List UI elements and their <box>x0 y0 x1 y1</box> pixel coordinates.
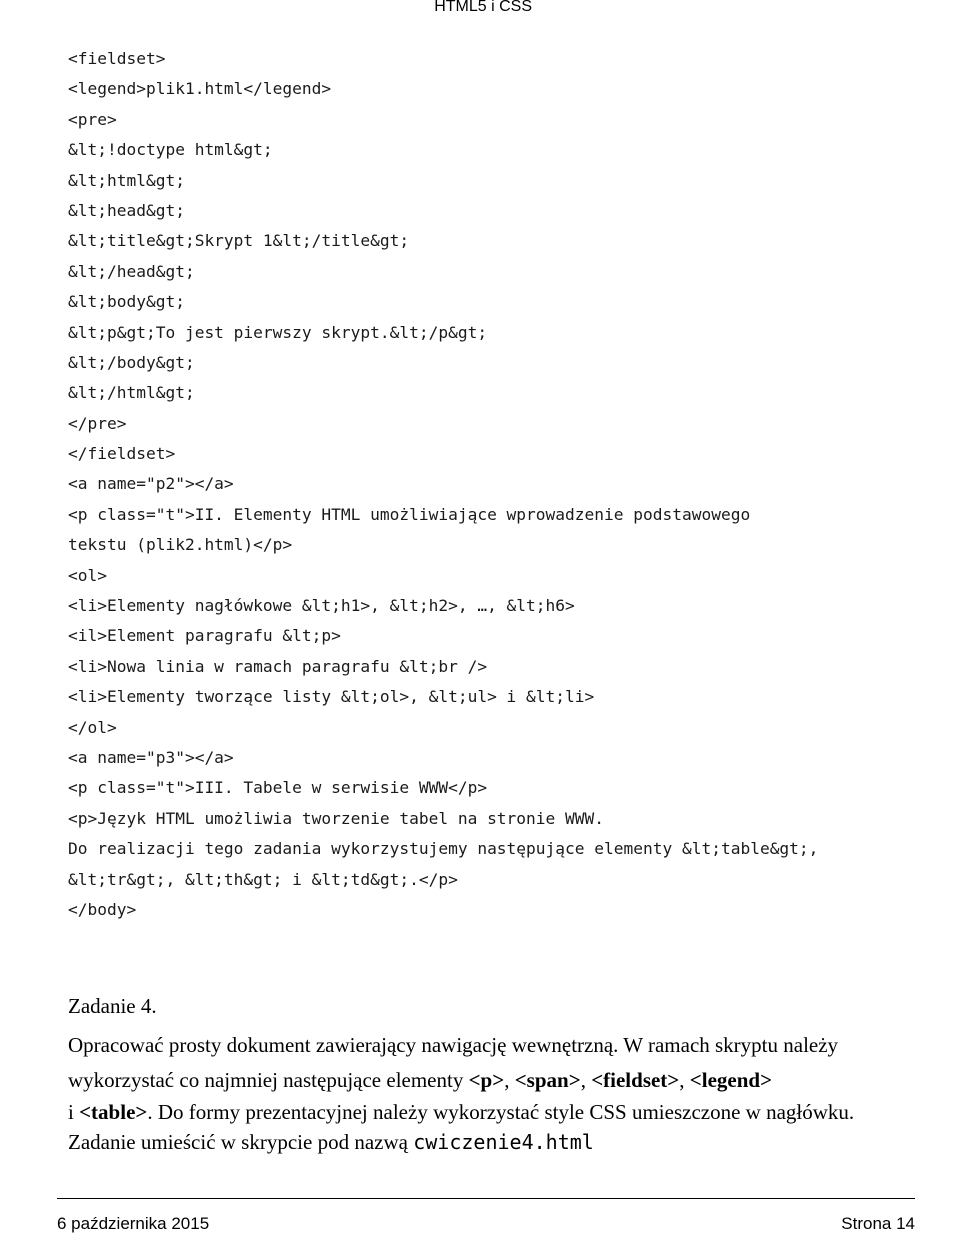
code-line: &lt;tr&gt;, &lt;th&gt; i &lt;td&gt;.</p> <box>68 869 458 889</box>
code-line: <legend>plik1.html</legend> <box>68 79 332 99</box>
code-line: &lt;/html&gt; <box>68 383 195 403</box>
task-text: . Do formy prezentacyjnej należy wykorzystać style CSS umieszczone w nagłówku. <box>147 1100 855 1124</box>
code-line: </fieldset> <box>68 444 176 464</box>
element-name-legend: <legend> <box>689 1068 773 1092</box>
code-line: &lt;!doctype html&gt; <box>68 140 273 160</box>
element-name-fieldset: <fieldset> <box>591 1068 680 1092</box>
task-title: Zadanie 4. <box>68 994 157 1018</box>
page-number: Strona 14 <box>841 1214 915 1233</box>
code-listing <box>68 44 818 925</box>
code-line: </body> <box>68 899 137 919</box>
code-line: </ol> <box>68 717 117 737</box>
task-section <box>68 990 854 1157</box>
task-text: wykorzystać co najmniej następujące elementy <box>68 1068 469 1092</box>
filename: cwiczenie4.html <box>413 1130 594 1154</box>
footer-divider <box>57 1198 915 1199</box>
code-line: &lt;p&gt;To jest pierwszy skrypt.&lt;/p&gt; <box>68 322 488 342</box>
code-line: <il>Element paragrafu &lt;p> <box>68 626 341 646</box>
task-text-line <box>68 1063 854 1097</box>
task-text-line: Opracować prosty dokument zawierający nawigację wewnętrzną. W ramach skryptu należy <box>68 1033 839 1057</box>
code-line: &lt;/body&gt; <box>68 352 195 372</box>
code-line: &lt;head&gt; <box>68 200 185 220</box>
code-line: Do realizacji tego zadania wykorzystujemy następujące elementy &lt;table&gt;, <box>68 839 819 859</box>
code-line: <li>Nowa linia w ramach paragrafu &lt;br /> <box>68 656 488 676</box>
code-line: tekstu (plik2.html)</p> <box>68 535 293 555</box>
code-line: &lt;body&gt; <box>68 292 185 312</box>
task-text: i <box>68 1100 80 1124</box>
element-name-p: <p> <box>468 1068 505 1092</box>
code-line: <a name="p2"></a> <box>68 474 234 494</box>
code-line: </pre> <box>68 413 127 433</box>
footer-date: 6 października 2015 <box>57 1214 210 1233</box>
code-line: &lt;title&gt;Skrypt 1&lt;/title&gt; <box>68 231 410 251</box>
code-line: <li>Elementy tworzące listy &lt;ol>, &lt;ul> i &lt;li> <box>68 687 595 707</box>
separator: , <box>504 1068 515 1092</box>
task-text: Zadanie umieścić w skrypcie pod nazwą <box>68 1130 414 1154</box>
code-line: <p class="t">III. Tabele w serwisie WWW</p> <box>68 778 488 798</box>
code-line: <pre> <box>68 109 117 129</box>
element-name-span: <span> <box>514 1068 581 1092</box>
code-line: <p class="t">II. Elementy HTML umożliwiające wprowadzenie podstawowego <box>68 504 751 524</box>
separator: , <box>679 1068 690 1092</box>
element-name-table: <table> <box>79 1100 148 1124</box>
code-line: &lt;html&gt; <box>68 170 185 190</box>
code-line: &lt;/head&gt; <box>68 261 195 281</box>
running-header: HTML5 i CSS <box>434 0 532 15</box>
code-line: <li>Elementy nagłówkowe &lt;h1>, &lt;h2>, …, &lt;h6> <box>68 596 575 616</box>
code-line: <ol> <box>68 565 107 585</box>
code-line: <p>Język HTML umożliwia tworzenie tabel na stronie WWW. <box>68 808 605 828</box>
task-text-line <box>68 1127 854 1157</box>
code-line: <fieldset> <box>68 49 166 68</box>
task-text-line <box>68 1097 854 1127</box>
separator: , <box>580 1068 592 1092</box>
code-line: <a name="p3"></a> <box>68 747 234 767</box>
